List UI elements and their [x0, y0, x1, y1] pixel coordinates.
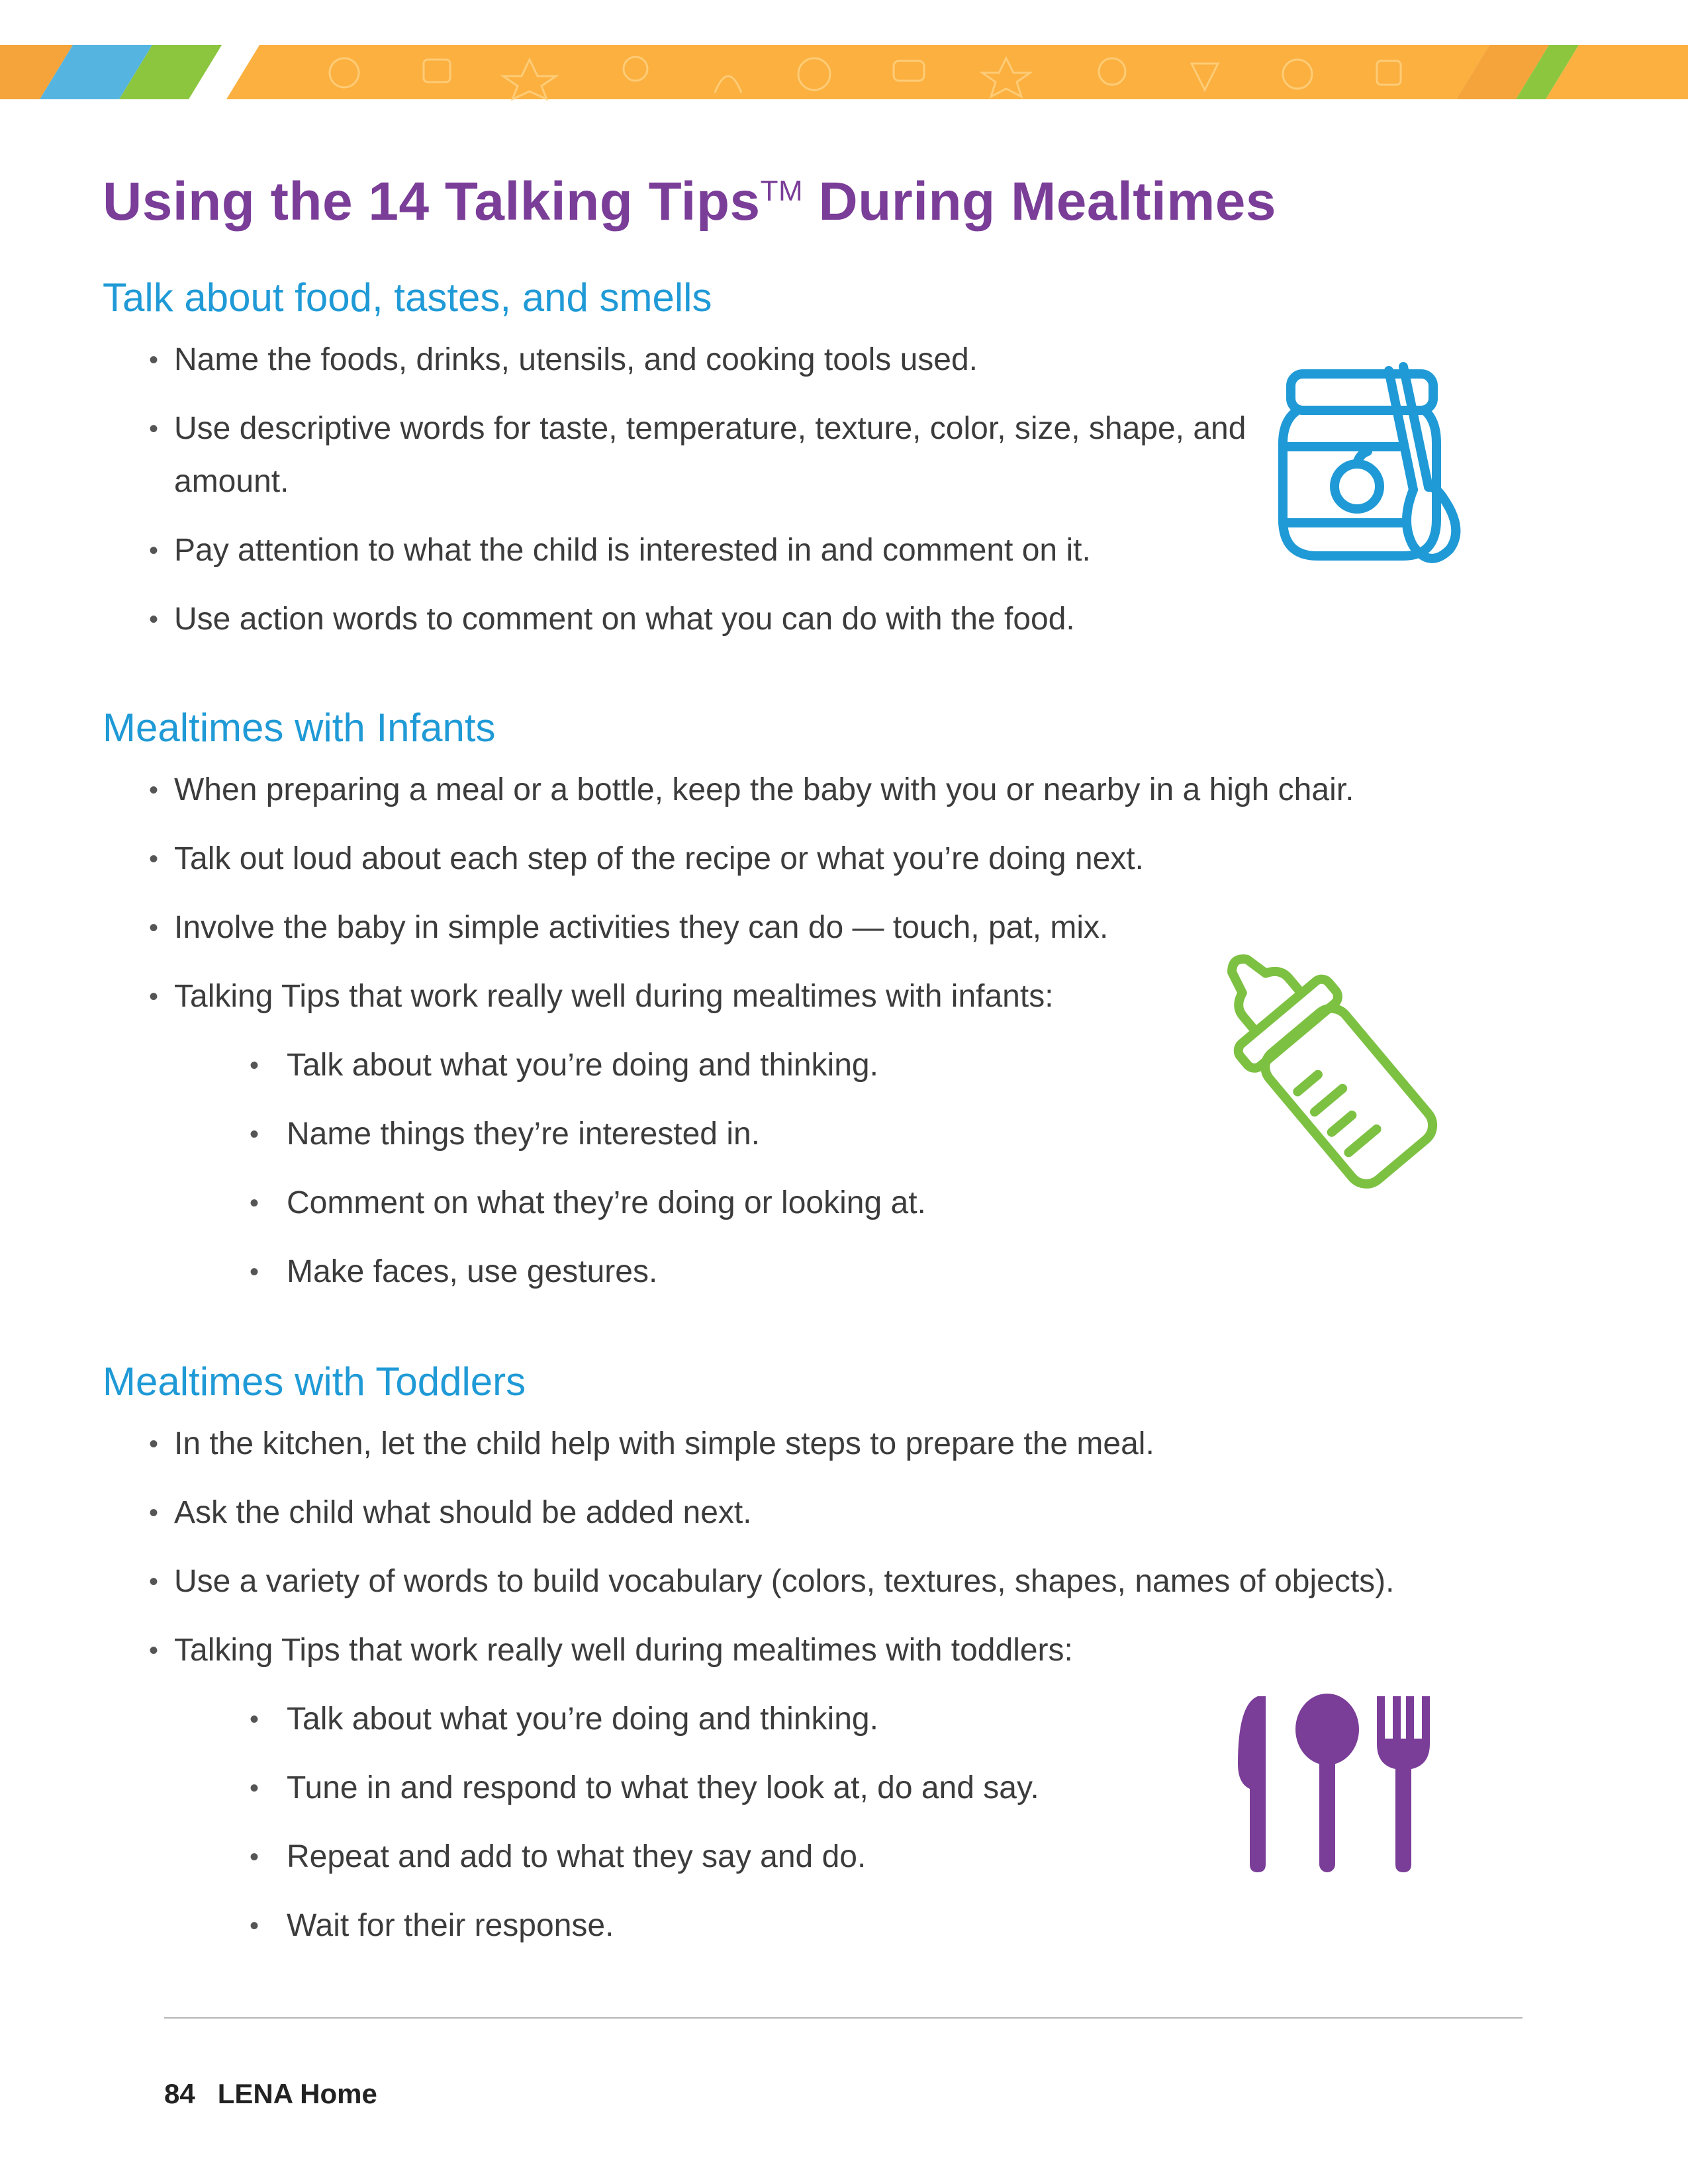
sub-list-item: • Tune in and respond to what they look at, do and say.	[103, 1762, 1493, 1815]
bullet-dot: •	[149, 776, 159, 805]
list-item: • When preparing a meal or a bottle, keep the baby with you or nearby in a high chair.	[103, 764, 1493, 817]
sub-list-item: • Make faces, use gestures.	[103, 1246, 1493, 1298]
list-item: • Talking Tips that work really well during mealtimes with toddlers:	[103, 1624, 1493, 1677]
bullet-dot: •	[149, 982, 159, 1011]
utensils-icon	[1231, 1691, 1430, 1873]
bullet-dot: •	[149, 1430, 159, 1459]
bullet-dot: •	[250, 1120, 259, 1149]
sub-list-item: • Talk about what you’re doing and thinking.	[103, 1693, 1493, 1746]
bullet-dot: •	[149, 414, 159, 443]
sub-list-item: • Name things they’re interested in.	[103, 1108, 1493, 1161]
list-item: • Use action words to comment on what you can do with the food.	[103, 593, 1493, 646]
page-title	[103, 171, 1276, 233]
list-item: • Talking Tips that work really well during mealtimes with infants:	[103, 970, 1493, 1023]
bullet-dot: •	[250, 1257, 259, 1287]
sub-list-item: • Repeat and add to what they say and do.	[103, 1831, 1493, 1884]
page-title-suffix: During Mealtimes	[803, 171, 1276, 232]
list-item: • Use a variety of words to build vocabulary (colors, textures, shapes, names of objects).	[103, 1555, 1493, 1608]
page-number: 84	[164, 2078, 195, 2109]
bullet-dot: •	[250, 1843, 259, 1872]
bullet-dot: •	[250, 1911, 259, 1940]
bullet-dot: •	[250, 1705, 259, 1734]
page-footer	[164, 2078, 377, 2110]
list-item: • In the kitchen, let the child help with simple steps to prepare the meal.	[103, 1418, 1493, 1471]
bullet-dot: •	[149, 1498, 159, 1527]
list-item: • Involve the baby in simple activities they can do — touch, pat, mix.	[103, 901, 1493, 954]
section-heading: Mealtimes with Infants	[103, 705, 496, 750]
section-mealtimes-toddlers	[103, 1355, 1493, 1968]
bullet-dot: •	[149, 1636, 159, 1665]
list-item: • Name the foods, drinks, utensils, and cooking tools used.	[103, 334, 1493, 387]
trademark-mark: TM	[760, 175, 804, 207]
baby-bottle-icon	[1195, 950, 1463, 1201]
baby-food-jar-icon	[1271, 357, 1483, 576]
bullet-dot: •	[149, 913, 159, 942]
sub-list-item: • Comment on what they’re doing or looking at.	[103, 1177, 1493, 1230]
bullet-dot: •	[149, 345, 159, 375]
bullet-dot: •	[250, 1774, 259, 1803]
bullet-dot: •	[149, 844, 159, 874]
page-title-text: Using the 14 Talking Tips	[103, 171, 761, 232]
list-item: • Talk out loud about each step of the recipe or what you’re doing next.	[103, 833, 1493, 886]
list-item: • Pay attention to what the child is interested in and comment on it.	[103, 524, 1493, 577]
section-heading: Talk about food, tastes, and smells	[103, 275, 712, 320]
bullet-dot: •	[250, 1051, 259, 1080]
bullet-dot: •	[149, 536, 159, 565]
bullet-dot: •	[149, 605, 159, 634]
decorative-banner	[0, 0, 1688, 106]
footer-label: LENA Home	[217, 2078, 377, 2109]
footer-divider	[164, 2017, 1523, 2019]
sub-list-item: • Wait for their response.	[103, 1899, 1493, 1952]
bullet-dot: •	[149, 1567, 159, 1596]
section-heading: Mealtimes with Toddlers	[103, 1359, 526, 1404]
bullet-dot: •	[250, 1189, 259, 1218]
list-item: • Use descriptive words for taste, temperature, texture, color, size, shape, and amount.	[103, 402, 1286, 508]
sub-list-item: • Talk about what you’re doing and thinking.	[103, 1039, 1493, 1092]
list-item: • Ask the child what should be added next.	[103, 1486, 1493, 1539]
